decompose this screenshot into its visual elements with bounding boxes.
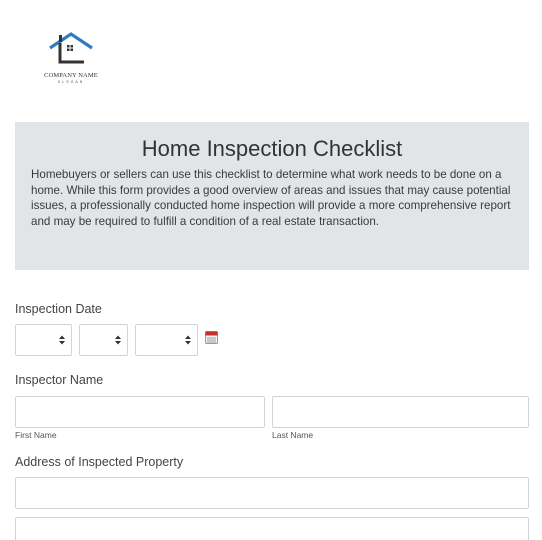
form-description: Homebuyers or sellers can use this checklist to determine what work needs to be done on a home. While this form provides a good overview of areas and issues that may cause potential issues, a professionally conducted home inspection will provide a more comprehensive report and may be required to fulfill a condition of a real estate transaction. [31, 168, 511, 228]
day-select[interactable] [79, 324, 128, 356]
address-line1-input[interactable] [15, 477, 529, 509]
page-title: Home Inspection Checklist [141, 136, 403, 161]
last-name-sublabel: Last Name [272, 430, 314, 440]
first-name-input[interactable] [15, 396, 265, 428]
inspection-date-label: Inspection Date [15, 302, 102, 316]
address-line2-input[interactable] [15, 517, 529, 540]
calendar-icon[interactable] [205, 331, 218, 344]
company-name: COMPANY NAME [44, 72, 98, 79]
company-logo [38, 32, 104, 84]
company-slogan: SLOGAN [57, 80, 85, 84]
last-name-input[interactable] [272, 396, 529, 428]
updown-arrows-icon [184, 334, 192, 346]
inspector-name-label: Inspector Name [15, 373, 104, 387]
first-name-sublabel: First Name [15, 430, 57, 440]
month-select[interactable] [15, 324, 72, 356]
updown-arrows-icon [58, 334, 66, 346]
address-label: Address of Inspected Property [15, 455, 184, 469]
year-select[interactable] [135, 324, 198, 356]
updown-arrows-icon [114, 334, 122, 346]
form-header [15, 122, 529, 270]
house-icon [48, 32, 94, 66]
